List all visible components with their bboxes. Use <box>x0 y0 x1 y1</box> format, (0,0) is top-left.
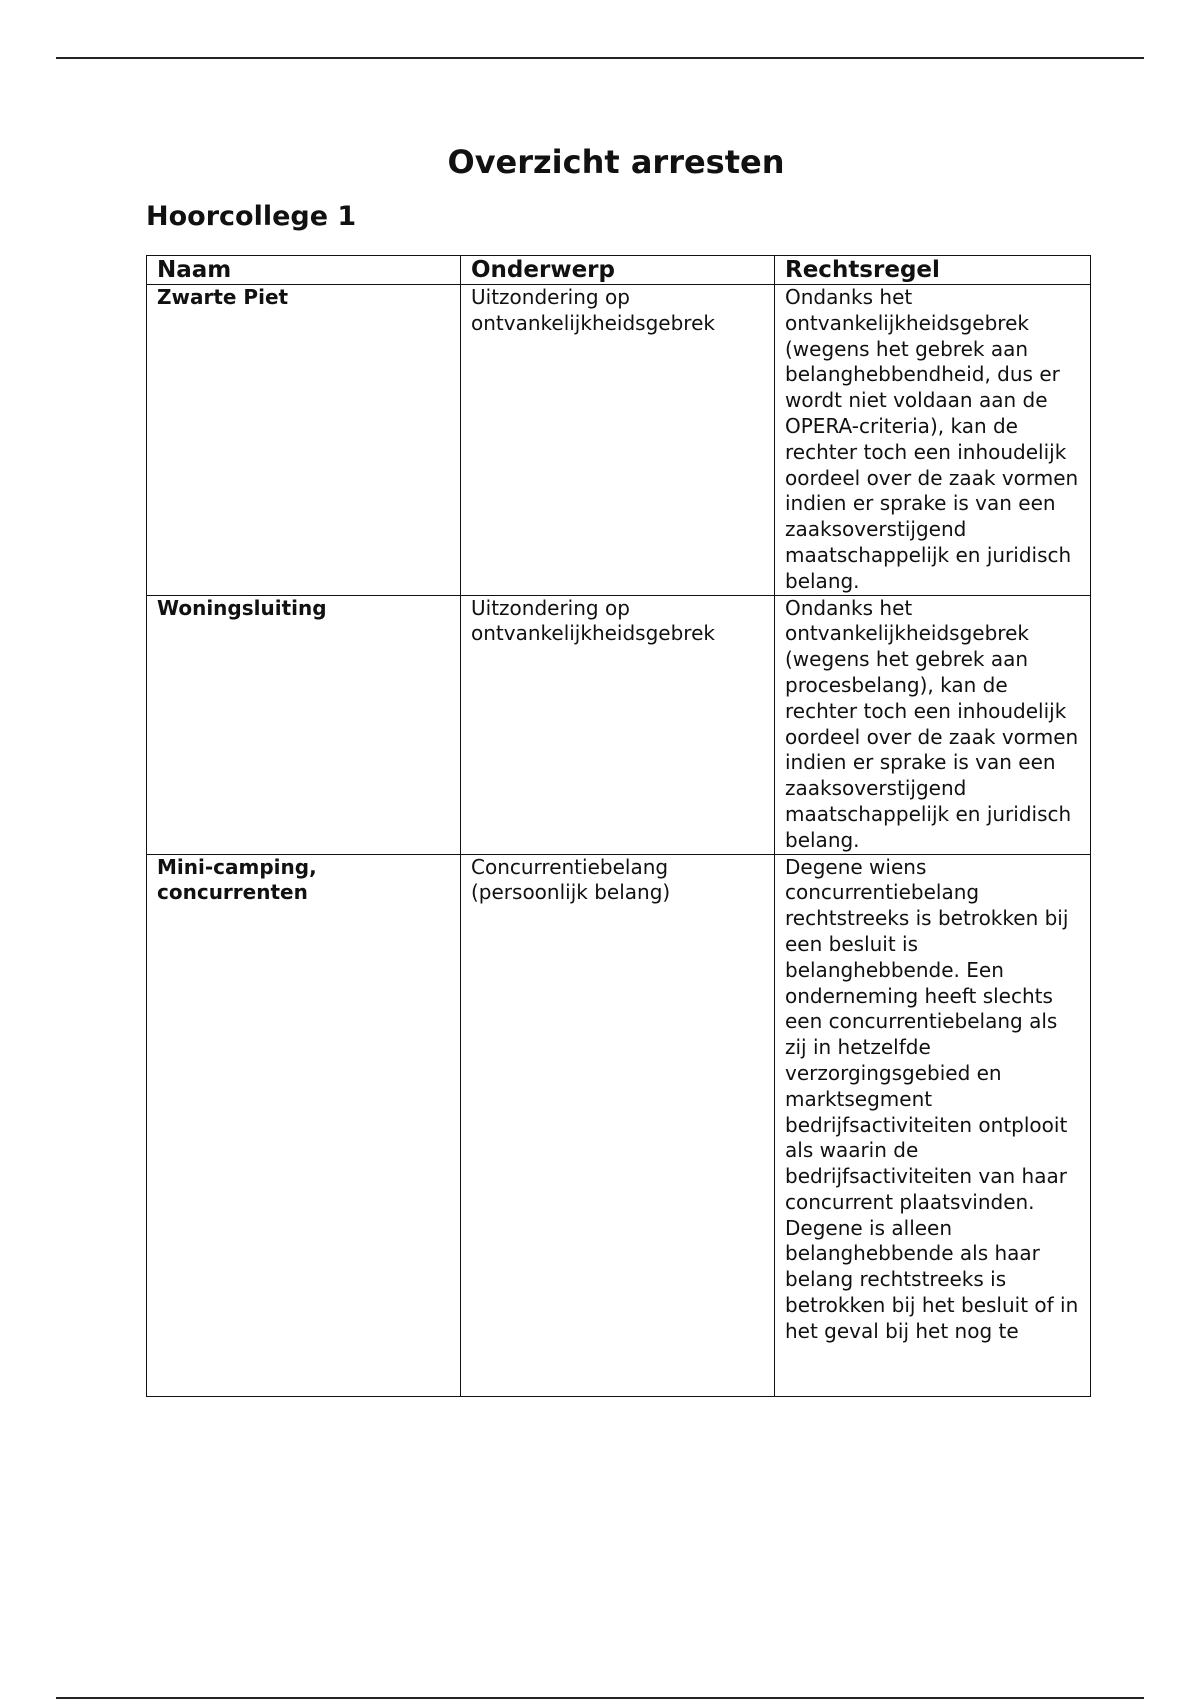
cell-rechtsregel-text: Degene wiens concurrentiebelang rechtstreeks is betrokken bij een besluit is belanghebbende. Een onderneming heeft slechts een concurrentiebelang als zij in hetzelfde verzorgingsgebied en marktsegment bedrijfsactiviteiten ontplooit als waarin de bedrijfsactiviteiten van haar concurrent plaatsvinden. Degene is alleen belanghebbende als haar belang rechtstreeks is betrokken bij het besluit of in het geval bij het nog te <box>785 854 1079 1343</box>
table-header-row <box>147 256 1091 285</box>
cell-rechtsregel: Ondanks het ontvankelijkheidsgebrek (wegens het gebrek aan belanghebbendheid, dus er wordt niet voldaan aan de OPERA-criteria), kan de rechter toch een inhoudelijk oordeel over de zaak vormen indien er sprake is van een zaaksoverstijgend maatschappelijk en juridisch belang. <box>775 285 1091 596</box>
document-title: Overzicht arresten <box>447 143 785 181</box>
cell-rechtsregel: Ondanks het ontvankelijkheidsgebrek (wegens het gebrek aan procesbelang), kan de rechter toch een inhoudelijk oordeel over de zaak vormen indien er sprake is van een zaaksoverstijgend maatschappelijk en juridisch belang. <box>775 595 1091 854</box>
header-naam: Naam <box>147 256 461 285</box>
section-heading: Hoorcollege 1 <box>146 201 357 232</box>
cell-onderwerp: Uitzondering op ontvankelijkheidsgebrek <box>461 285 775 596</box>
footer-rule <box>56 1697 1144 1699</box>
cell-naam: Zwarte Piet <box>147 285 461 596</box>
cell-rechtsregel <box>775 854 1091 1396</box>
table-row <box>147 854 1091 1396</box>
cell-naam: Woningsluiting <box>147 595 461 854</box>
header-rechtsregel: Rechtsregel <box>775 256 1091 285</box>
cell-onderwerp: Concurrentiebelang (persoonlijk belang) <box>461 854 775 1396</box>
cell-naam: Mini-camping, concurrenten <box>147 854 461 1396</box>
header-rule <box>56 57 1144 59</box>
table-row <box>147 595 1091 854</box>
header-onderwerp: Onderwerp <box>461 256 775 285</box>
arrests-table <box>146 255 1091 1397</box>
table-row <box>147 285 1091 596</box>
cell-onderwerp: Uitzondering op ontvankelijkheidsgebrek <box>461 595 775 854</box>
